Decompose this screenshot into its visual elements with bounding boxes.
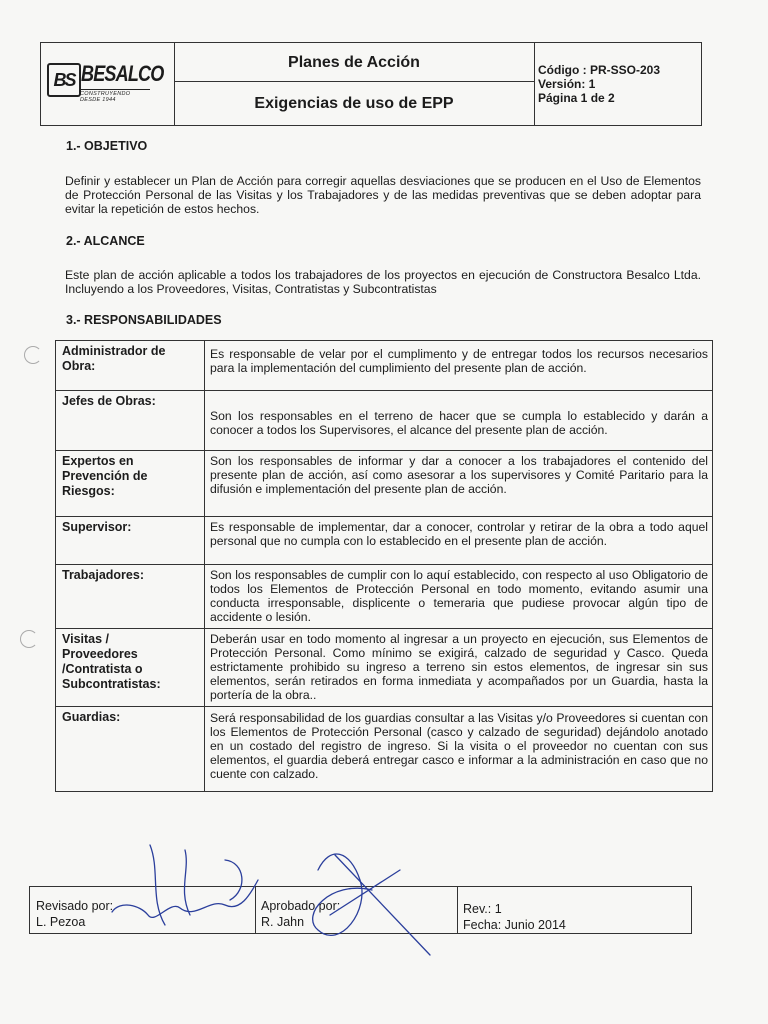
approved-cell bbox=[255, 887, 458, 933]
table-row bbox=[56, 341, 712, 391]
role-description: Son los responsables de cumplir con lo aquí establecido, con respecto al uso Obligatorio de todos los Elementos de Protección Personal en todo momento, evitando asumir una conducta irresponsable, displicente o temeraria que pudiese provocar algún tipo de accidente o lesión. bbox=[210, 568, 708, 624]
document-page-number: Página 1 de 2 bbox=[538, 91, 615, 105]
logo-brand: BESALCO bbox=[81, 61, 164, 86]
table-row bbox=[56, 629, 712, 707]
document-code: Código : PR-SSO-203 bbox=[538, 63, 661, 77]
binder-hole bbox=[20, 630, 38, 648]
approval-footer bbox=[29, 886, 692, 934]
reviewed-label: Revisado por: bbox=[36, 899, 114, 913]
role-label: Administrador de Obra: bbox=[62, 344, 166, 373]
title-cell bbox=[174, 43, 535, 125]
role-label: Visitas / Proveedores /Contratista o Subcontratistas: bbox=[62, 632, 161, 691]
approved-name: R. Jahn bbox=[261, 915, 305, 929]
reviewed-name: L. Pezoa bbox=[36, 915, 86, 929]
table-row bbox=[56, 707, 712, 793]
revision-date: Fecha: Junio 2014 bbox=[463, 918, 566, 932]
role-label: Jefes de Obras: bbox=[62, 394, 156, 408]
role-description: Será responsabilidad de los guardias consultar a las Visitas y/o Proveedores si cuentan con los Elementos de Protección Personal (casco y calzado de seguridad) dejándolo anotado en un costado del registro de ingreso. Si la visita o el proveedor no cuentan con sus elementos, el guardia deberá entregar casco e informar a la administración en caso que no cuente con calzado. bbox=[210, 711, 708, 781]
reviewed-cell bbox=[30, 887, 256, 933]
role-description: Es responsable de velar por el cumplimento y de entregar todos los recursos necesarios para la implementación del cumplimiento del presente plan de acción. bbox=[210, 347, 708, 375]
responsibilities-table bbox=[55, 340, 713, 792]
document-header bbox=[40, 42, 702, 126]
role-label: Supervisor: bbox=[62, 520, 132, 534]
table-row bbox=[56, 565, 712, 629]
table-row bbox=[56, 517, 712, 565]
binder-hole bbox=[24, 346, 42, 364]
revision-cell bbox=[457, 887, 691, 933]
section-title-objetivo: 1.- OBJETIVO bbox=[66, 139, 148, 153]
role-description: Deberán usar en todo momento al ingresar a un proyecto en ejecución, sus Elementos de Protección Personal. Como mínimo se exigirá, calzado de seguridad y Casco. Queda estrictamente prohibido su ingreso a terreno sin estos elementos, de ingresar sin sus elementos, serán retirados en forma inmediata y acompañados por un Guardia, hasta la portería de la obra.. bbox=[210, 632, 708, 702]
section-text-objetivo: Definir y establecer un Plan de Acción para corregir aquellas desviaciones que se producen en el Uso de Elementos de Protección Personal de las Visitas y los Trabajadores y de las medidas preventivas que se deben adoptar para evitar la repetición de estos hechos. bbox=[65, 174, 701, 216]
logo-mark: BS bbox=[47, 63, 81, 97]
section-text-alcance: Este plan de acción aplicable a todos los trabajadores de los proyectos en ejecución de Constructora Besalco Ltda. Incluyendo a los Proveedores, Visitas, Contratistas y Subcontratistas bbox=[65, 268, 701, 296]
revision-number: Rev.: 1 bbox=[463, 902, 502, 916]
table-row bbox=[56, 451, 712, 517]
role-label: Guardias: bbox=[62, 710, 121, 724]
role-label: Trabajadores: bbox=[62, 568, 144, 582]
section-title-responsabilidades: 3.- RESPONSABILIDADES bbox=[66, 313, 222, 327]
document-code-block bbox=[538, 63, 660, 105]
logo-cell bbox=[41, 43, 175, 125]
role-description: Son los responsables de informar y dar a conocer a los trabajadores el contenido del presente plan de acción, así como asesorar a los supervisores y Comité Paritario para la difusión e implementación del presente plan de acción. bbox=[210, 454, 708, 496]
role-label: Expertos en Prevención de Riesgos: bbox=[62, 454, 148, 498]
section-title-alcance: 2.- ALCANCE bbox=[66, 234, 145, 248]
besalco-logo bbox=[47, 59, 167, 107]
document-subtitle: Exigencias de uso de EPP bbox=[254, 95, 454, 112]
table-row bbox=[56, 391, 712, 451]
document-version: Versión: 1 bbox=[538, 77, 596, 91]
approved-label: Aprobado por: bbox=[261, 899, 341, 913]
role-description: Es responsable de implementar, dar a conocer, controlar y retirar de la obra a todo aquel personal que no cumpla con lo establecido en el presente plan de acción. bbox=[210, 520, 708, 548]
logo-tagline: CONSTRUYENDO DESDE 1944 bbox=[80, 89, 150, 103]
role-description: Son los responsables en el terreno de hacer que se cumpla lo establecido y darán a conocer a todos los Supervisores, el alcance del presente plan de acción. bbox=[210, 409, 708, 437]
document-title: Planes de Acción bbox=[174, 43, 534, 82]
